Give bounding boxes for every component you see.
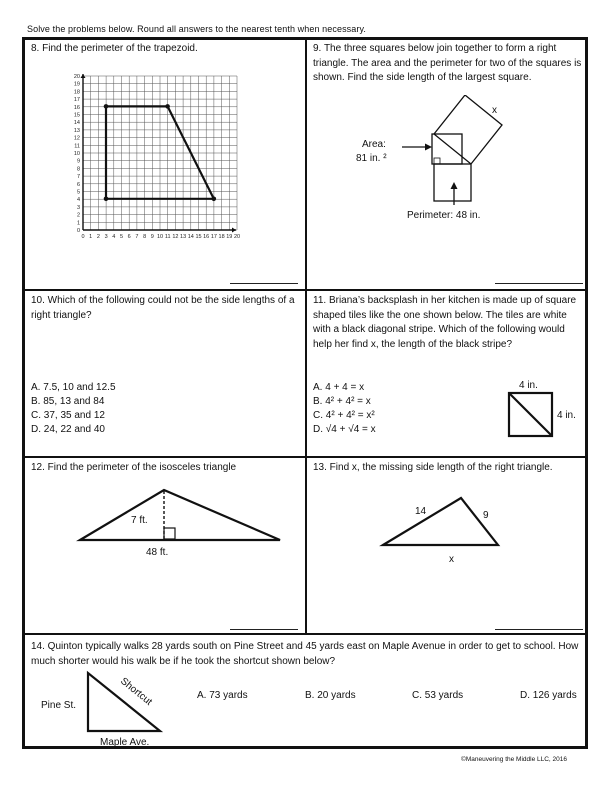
right-angle-mark [164,528,175,539]
q11-prompt: 11. Briana’s backsplash in her kitchen is made up of square shaped tiles like the one shown below. The tiles are white with a black diagonal stripe. Which of the following would help her find x, the length of the black stripe? [313,295,577,350]
q9-label-x: x [492,105,497,116]
q12-prompt: 12. Find the perimeter of the isosceles triangle [31,462,237,473]
q10-option-b: B. 85, 13 and 84 [31,396,105,407]
q9-area-value: 81 in. ² [356,153,387,164]
x-tick-label: 7 [135,234,139,240]
y-tick-label: 6 [76,181,80,188]
q11-tile-side-label: 4 in. [557,410,576,421]
x-tick-label: 19 [226,234,233,240]
vertex-point [104,197,109,202]
x-tick-label: 14 [187,234,194,240]
row-divider-3 [22,633,588,635]
x-tick-label: 12 [172,234,179,240]
q10-option-c: C. 37, 35 and 12 [31,410,105,421]
q11-option-b: B. 4² + 4² = x [313,396,371,407]
x-tick-label: 11 [164,234,171,240]
column-divider [305,37,307,634]
vertex-point [165,104,170,109]
q14-option-b: B. 20 yards [305,690,356,701]
y-tick-label: 1 [76,220,80,227]
q9-perimeter-label: Perimeter: 48 in. [407,210,481,221]
vertex-point [104,104,109,109]
q14-prompt: 14. Quinton typically walks 28 yards south on Pine Street and 45 yards east on Maple Avenue in order to get to school. How much shorter would his walk be if he took the shortcut shown below? [31,641,579,667]
x-tick-label: 6 [127,234,131,240]
q14-shortcut-label: Shortcut [118,675,154,708]
x-tick-label: 20 [233,234,240,240]
y-tick-label: 3 [76,204,80,211]
q13-side-9: 9 [483,510,489,521]
q14-shortcut-diagram [30,668,180,750]
y-tick-label: 18 [73,89,80,96]
q11-tile-top-label: 4 in. [519,380,538,391]
q14-option-a: A. 73 yards [197,690,248,701]
arrow-up-icon [451,182,458,189]
q8-coordinate-grid [60,70,240,242]
q9-area-label: Area: [362,139,386,150]
q9-answer-line [495,283,583,284]
q13-prompt: 13. Find x, the missing side length of the right triangle. [313,462,553,473]
y-tick-label: 15 [73,112,80,119]
y-tick-label: 9 [76,158,80,165]
tile-diagonal-stripe [509,393,552,436]
y-tick-label: 8 [76,166,80,173]
vertex-point [212,197,217,202]
y-tick-label: 4 [76,197,80,204]
x-tick-label: 2 [96,234,100,240]
y-tick-label: 11 [74,143,80,150]
copyright-footer: ©Maneuvering the Middle LLC, 2016 [461,756,567,763]
row-divider-2 [22,456,588,458]
q14-option-d: D. 126 yards [520,690,577,701]
y-tick-label: 7 [76,174,80,181]
q11-option-a: A. 4 + 4 = x [313,382,365,393]
x-tick-label: 15 [195,234,202,240]
x-tick-label: 16 [203,234,210,240]
q11-tile-diagram [500,376,584,442]
row-divider-1 [22,289,588,291]
y-tick-label: 0 [76,228,80,234]
x-tick-label: 18 [218,234,225,240]
q10-option-d: D. 24, 22 and 40 [31,424,105,435]
y-tick-label: 17 [73,97,80,104]
y-tick-label: 2 [76,212,80,219]
triangle-shape [383,498,498,545]
q14-pine-label: Pine St. [41,700,77,711]
q13-answer-line [495,629,583,630]
q14-option-c: C. 53 yards [412,690,464,701]
q8-prompt: 8. Find the perimeter of the trapezoid. [31,43,198,54]
q12-isosceles-triangle [75,485,285,560]
q14-maple-label: Maple Ave. [100,737,150,748]
q12-height-label: 7 ft. [131,515,148,526]
q10-option-a: A. 7.5, 10 and 12.5 [31,382,116,393]
q12-answer-line [230,629,298,630]
y-tick-label: 14 [73,120,80,127]
x-tick-label: 10 [156,234,164,240]
arrow-right-icon [425,144,432,151]
q11-option-c: C. 4² + 4² = x² [313,410,375,421]
q9-prompt: 9. The three squares below join together to form a right triangle. The area and the perimeter for two of the squares is shown. Find the side length of the largest square. [313,43,582,83]
y-tick-label: 19 [73,81,80,88]
y-tick-label: 10 [73,151,80,157]
x-tick-label: 17 [210,234,217,240]
x-tick-label: 5 [119,234,124,240]
medium-square [434,164,471,201]
x-tick-label: 0 [81,234,85,240]
q11-option-d: D. √4 + √4 = x [313,424,376,435]
x-axis-arrow-icon [232,228,236,233]
y-tick-label: 12 [73,135,80,142]
y-tick-label: 5 [76,189,80,196]
y-tick-label: 16 [73,104,80,111]
instructions: Solve the problems below. Round all answers to the nearest tenth when necessary. [27,24,367,34]
q13-side-x: x [449,554,454,565]
q12-base-label: 48 ft. [146,547,169,558]
x-tick-label: 9 [150,234,154,240]
right-angle-mark [434,158,440,164]
x-tick-label: 13 [180,234,187,240]
x-tick-label: 1 [89,234,93,240]
q10-prompt: 10. Which of the following could not be the side lengths of a right triangle? [31,295,295,321]
q13-right-triangle [378,490,518,575]
x-tick-label: 3 [104,234,108,240]
q9-squares-diagram [320,95,580,235]
y-tick-label: 20 [73,74,80,80]
x-tick-label: 8 [143,234,147,240]
q8-answer-line [230,283,298,284]
small-square [432,134,462,164]
y-tick-label: 13 [73,127,80,134]
x-tick-label: 4 [112,234,116,240]
triangle-shape [80,490,280,540]
q13-side-14: 14 [415,506,427,517]
